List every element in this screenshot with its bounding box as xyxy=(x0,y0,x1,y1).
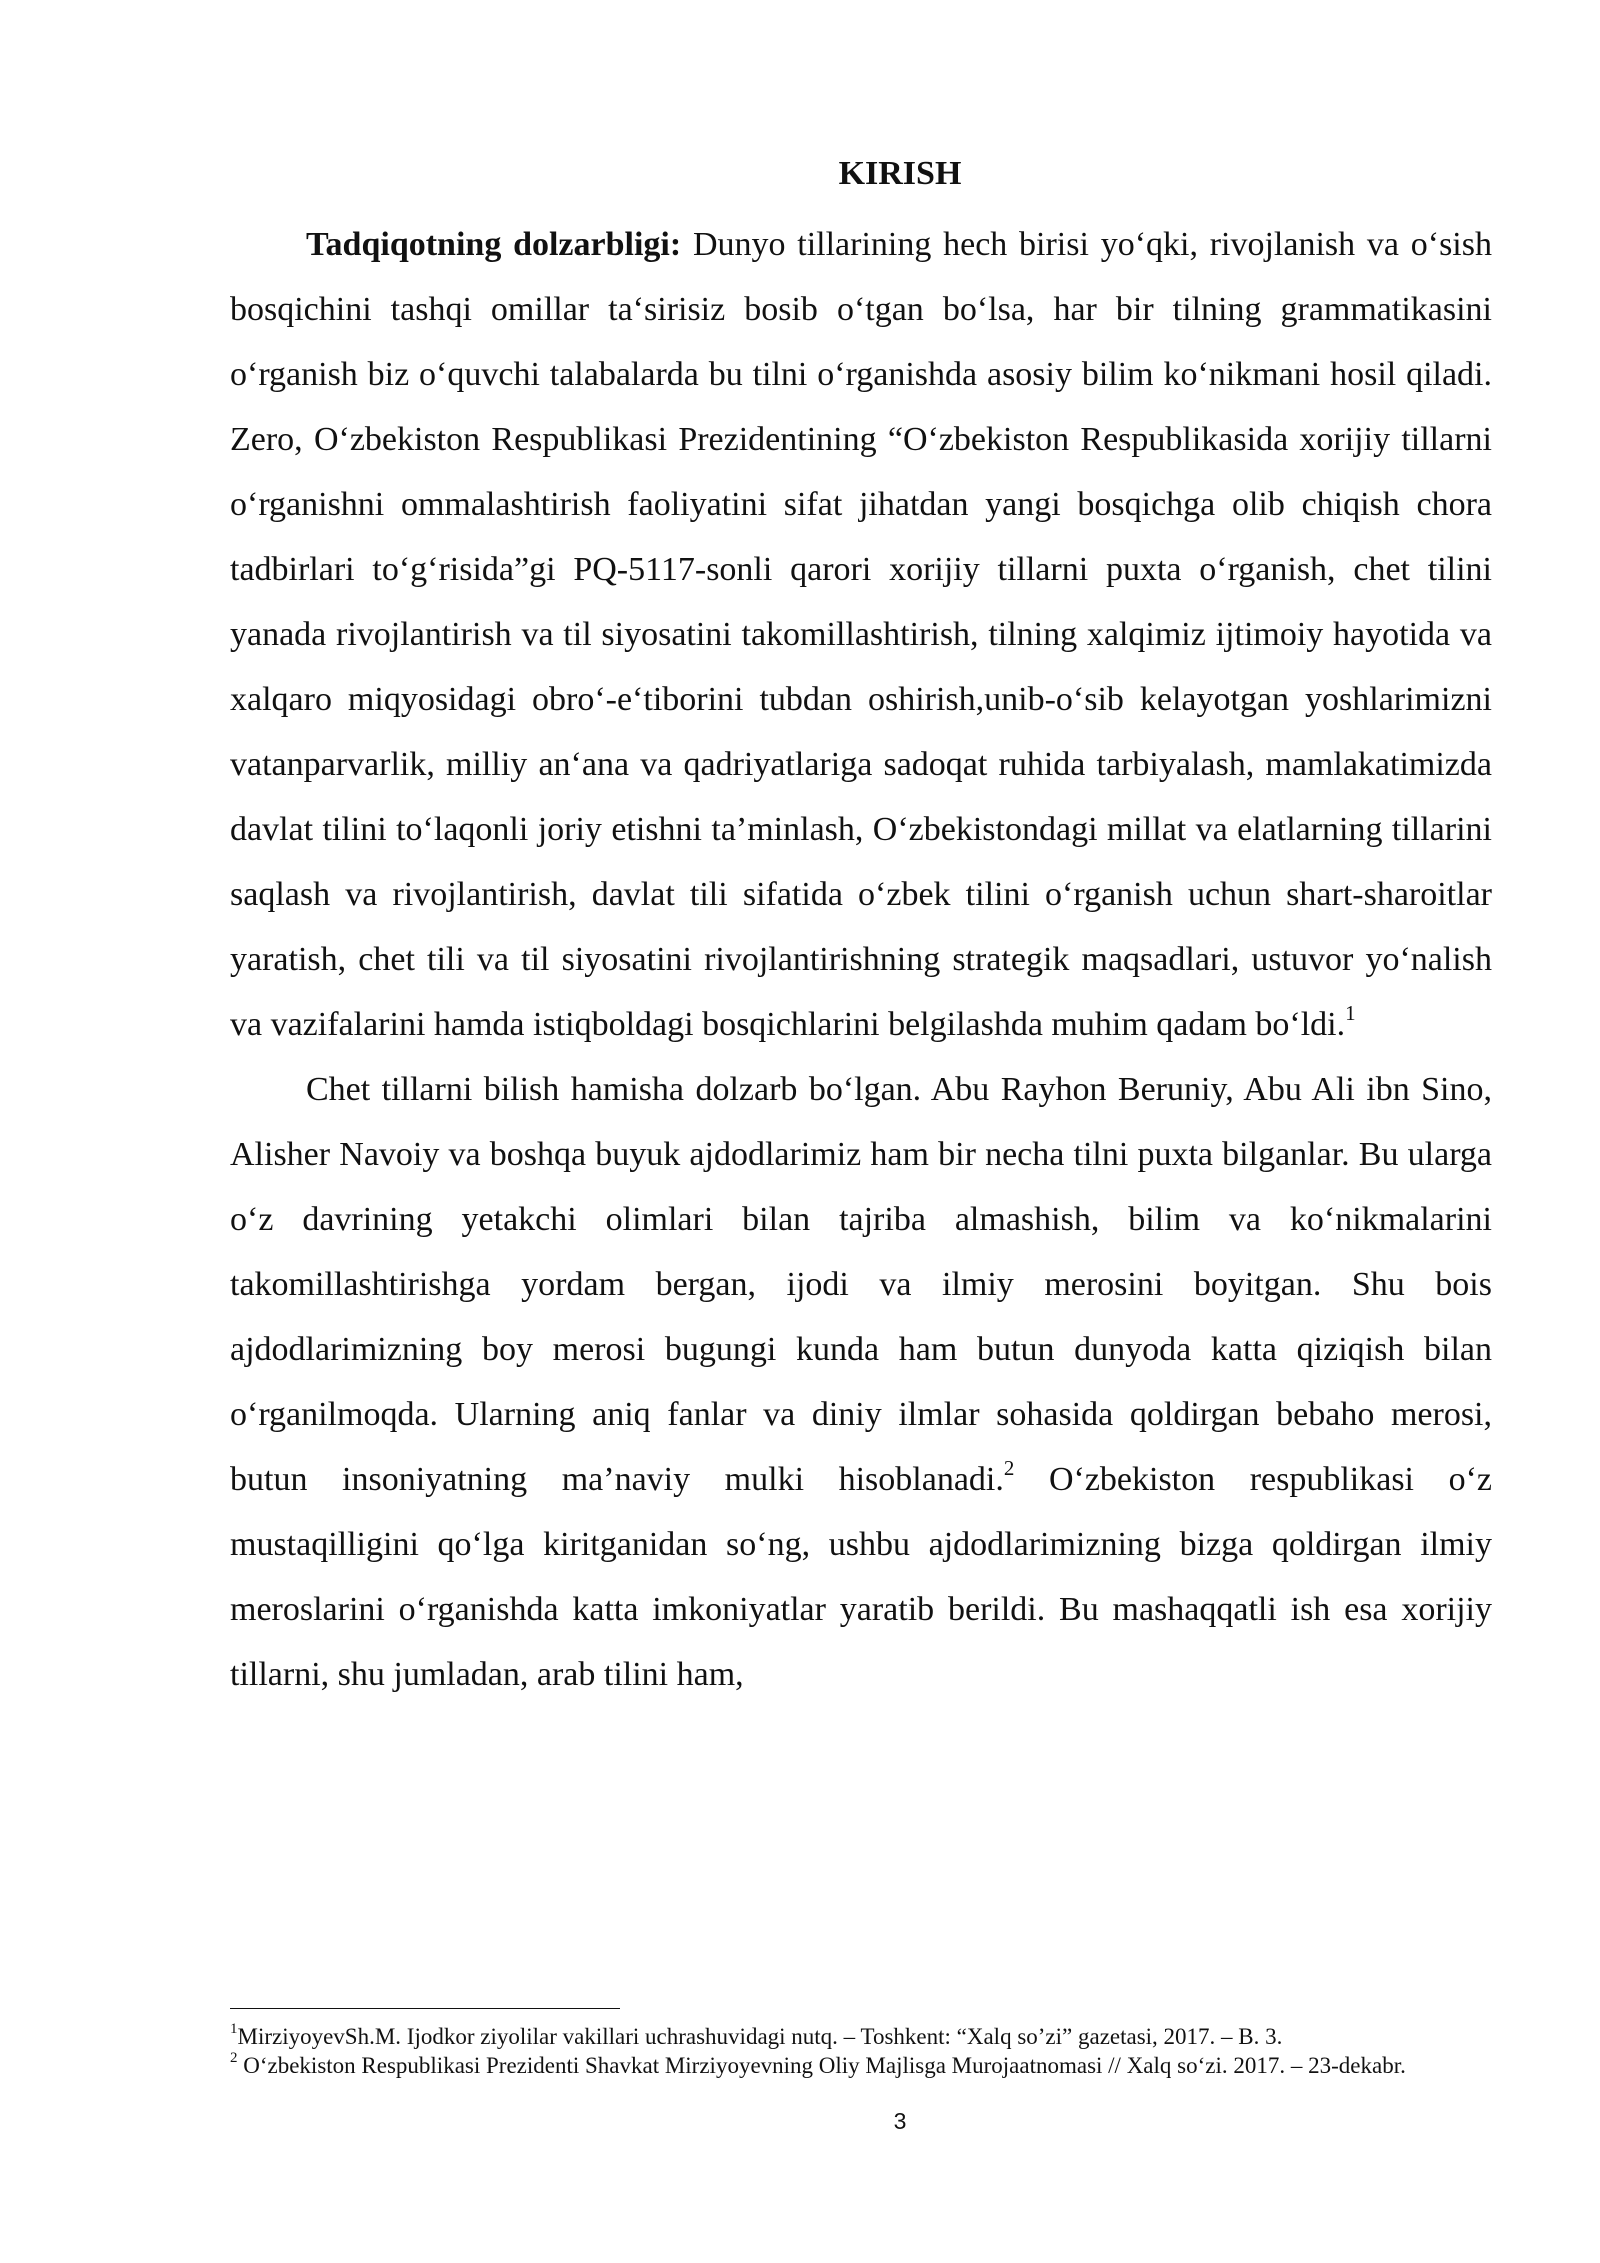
footnotes xyxy=(230,2022,1492,2080)
paragraph-text: Chet tillarni bilish hamisha dolzarb bo‘lgan. Abu Rayhon Beruniy, Abu Ali ibn Sino, Alisher Navoiy va boshqa buyuk ajdodlarimiz ham bir necha tilni puxta bilganlar. Bu ularga o‘z davrining yetakchi olimlari bilan tajriba almashish, bilim va ko‘nikmalarini takomillashtirishga yordam bergan, ijodi va ilmiy merosini boyitgan. Shu bois ajdodlarimizning boy merosi bugungi kunda ham butun dunyoda katta qiziqish bilan o‘rganilmoqda. Ularning aniq fanlar va diniy ilmlar sohasida qoldirgan bebaho merosi, butun insoniyatning ma’naviy mulki hisoblanadi. xyxy=(230,1071,1492,1498)
footnote-text: O‘zbekiston Respublikasi Prezidenti Shavkat Mirziyoyevning Oliy Majlisga Murojaatnomasi // Xalq so‘zi. 2017. – 23-dekabr. xyxy=(237,2053,1406,2078)
paragraph-text-continued: O‘zbekiston respublikasi o‘z mustaqilligini qo‘lga kiritganidan so‘ng, ushbu ajdodlarimizning bizga qoldirgan ilmiy meroslarini o‘rganishda katta imkoniyatlar yaratib berildi. Bu mashaqqatli ish esa xorijiy tillarni, shu jumladan, arab tilini ham, xyxy=(230,1461,1492,1693)
footnote-1 xyxy=(230,2022,1492,2051)
footnote-text: MirziyoyevSh.M. Ijodkor ziyolilar vakillari uchrashuvidagi nutq. – Toshkent: “Xalq so’zi” gazetasi, 2017. – B. 3. xyxy=(237,2024,1283,2049)
footnote-2 xyxy=(230,2051,1492,2080)
page-number: 3 xyxy=(893,2108,907,2134)
footnote-divider xyxy=(230,2008,620,2009)
page-heading: KIRISH xyxy=(838,155,962,192)
footnote-ref-2: 2 xyxy=(1003,1455,1015,1480)
paragraph-history xyxy=(230,1057,1492,1707)
footnote-number: 2 xyxy=(230,2050,238,2067)
footnote-number: 1 xyxy=(230,2021,238,2038)
paragraph-text: Dunyo tillarining hech birisi yo‘qki, rivojlanish va o‘sish bosqichini tashqi omillar ta‘sirisiz bosib o‘tgan bo‘lsa, har bir tilning grammatikasini o‘rganish biz o‘quvchi talabalarda bu tilni o‘rganishda asosiy bilim ko‘nikmani hosil qiladi. Zero, O‘zbekiston Respublikasi Prezidentining “O‘zbekiston Respublikasida xorijiy tillarni o‘rganishni ommalashtirish faoliyatini sifat jihatdan yangi bosqichga olib chiqish chora tadbirlari to‘g‘risida”gi PQ-5117-sonli qarori xorijiy tillarni puxta o‘rganish, chet tilini yanada rivojlantirish va til siyosatini takomillashtirish, tilning xalqimiz ijtimoiy hayotida va xalqaro miqyosidagi obro‘-e‘tiborini tubdan oshirish,unib-o‘sib kelayotgan yoshlarimizni vatanparvarlik, milliy an‘ana va qadriyatlariga sadoqat ruhida tarbiyalash, mamlakatimizda davlat tilini to‘laqonli joriy etishni ta’minlash, O‘zbekistondagi millat va elatlarning tillarini saqlash va rivojlantirish, davlat tili sifatida o‘zbek tilini o‘rganish uchun shart-sharoitlar yaratish, chet tili va til siyosatini rivojlantirishning strategik maqsadlari, ustuvor yo‘nalish va vazifalarini hamda istiqboldagi bosqichlarini belgilashda muhim qadam bo‘ldi. xyxy=(230,226,1492,1043)
paragraph-relevance xyxy=(230,212,1492,1057)
footnote-ref-1: 1 xyxy=(1345,1000,1356,1025)
paragraph-lead: Tadqiqotning dolzarbligi: xyxy=(306,226,682,263)
body-text xyxy=(230,212,1492,1707)
